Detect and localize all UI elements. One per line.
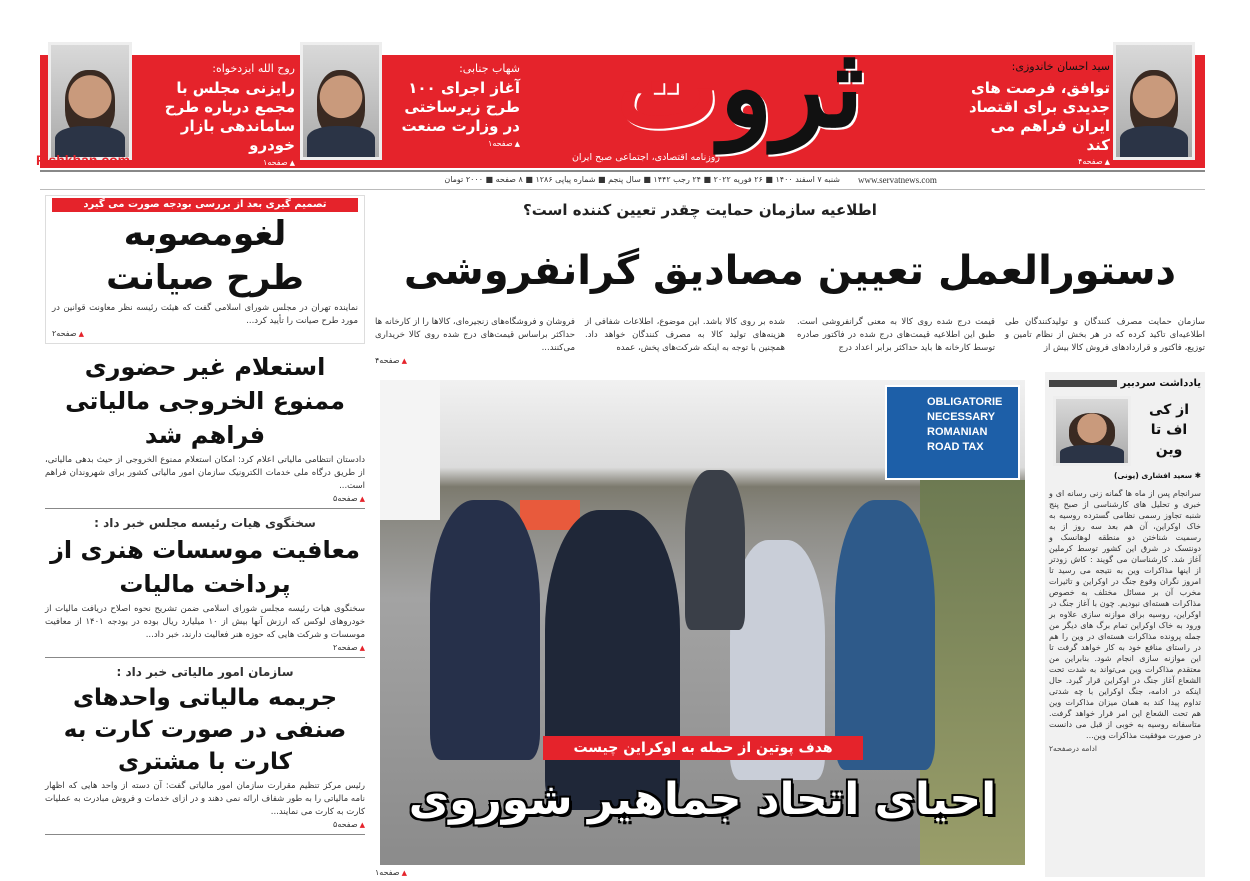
side-page-link[interactable]: ▲ صفحه۲ <box>52 328 358 340</box>
person-shape <box>835 500 935 770</box>
side-story-2 <box>45 350 365 509</box>
side-body: رئیس مرکز تنظیم مقرارت سازمان امور مالیاتی گفت: آن دسته از واحد هایی که اظهار نامه مالیاتی را به طور شفاف ارائه نمی دهند و در ازای خدمات و فروش مبادرت به عملیات کارت به کارت می نمایند... <box>45 781 365 817</box>
lead-kicker: اطلاعیه سازمان حمایت چقدر تعیین کننده است؟ <box>523 201 877 219</box>
side-kicker: تصمیم گیری بعد از بررسی بودجه صورت می گیرد <box>52 198 358 212</box>
editorial-author: ✱ سعید افشاری (یونی) <box>1113 471 1201 480</box>
side-story-4 <box>45 664 365 835</box>
lead-column: قیمت درج شده روی کالا به معنی گرانفروشی است. طبق این اطلاعیه قیمت‌های درج شده در فاکتور صادره توسط کارخانه ها باید حداکثر برابر اعداد درج <box>797 317 995 353</box>
lead-column-last <box>375 316 575 367</box>
dateline: شنبه ۷ اسفند ۱۴۰۰ ■ ۲۶ فوریه ۲۰۲۲ ■ ۲۴ رجب ۱۴۴۲ ■ سال پنجم ■ شماره پیاپی ۱۲۸۶ ■ ۸ صفحه ■ ۲۰۰۰ تومان <box>444 175 840 184</box>
lead-column: فروشان و فروشگاه‌های زنجیره‌ای، کالاها را از کارخانه ها حداکثر براساس قیمت‌های درج شده روی کالا خریداری می‌کنند... <box>375 317 575 353</box>
lead-page-link[interactable]: ▲ صفحه۴ <box>375 355 575 367</box>
road-tax-sign: OBLIGATORIE NECESSARY ROMANIAN ROAD TAX <box>885 385 1020 480</box>
truck-shape <box>380 380 440 520</box>
lead-column: سازمان حمایت مصرف کنندگان و تولیدکنندگان طی اطلاعیه‌ای تاکید کرده که در هر بخش از نظام تامین و توزیع، فاکتور و قراردادهای فروش کالا بیش از <box>1005 317 1205 353</box>
person-shape <box>545 510 680 810</box>
lead-photo[interactable] <box>380 380 1025 865</box>
side-story-1 <box>45 195 365 344</box>
teaser-headline[interactable]: توافق، فرصت های جدیدی برای اقتصاد ایران فراهم می کند <box>968 79 1110 154</box>
person-shape <box>685 470 745 630</box>
side-body: دادستان انتظامی مالیاتی اعلام کرد: امکان استعلام ممنوع الخروجی از حیث بدهی مالیاتی، از طریق درگاه ملی خدمات الکترونیک سازمان امور مالیاتی کشور برای شهروندان فراهم است... <box>45 455 365 491</box>
divider <box>40 170 1205 172</box>
editorial-title[interactable]: از کی اف تا وین <box>1148 402 1190 458</box>
teaser-photo-jenabi <box>300 42 382 160</box>
side-headline[interactable]: معافیت موسسات هنری از پرداخت مالیات <box>50 536 360 598</box>
teaser-page-link[interactable]: ▲ صفحه۱ <box>140 158 295 167</box>
photo-page-link[interactable]: ▲ صفحه۱ <box>375 867 407 879</box>
lead-column: شده بر روی کالا باشد. این موضوع، اطلاعات شفافی از هزینه‌های تولید کالا به مصرف کنندگان خواهد داد. همچنین با توجه به اینکه شرکت‌های پخش، عمده <box>585 317 785 353</box>
tagline: روزنامه اقتصادی، اجتماعی صبح ایران <box>571 152 720 163</box>
side-page-link[interactable]: ▲ صفحه۵ <box>45 819 365 831</box>
side-body: سخنگوی هیات رئیسه مجلس شورای اسلامی ضمن تشریح نحوه اصلاح دریافت مالیات از خودروهای لوکس که ارزش آنها بیش از ۱۰ میلیارد ریال بوده در بودجه ۱۴۰۱ از معافیت موسسات و شرکت هایی که حوزه هنر فعالیت دارند، خبر داد... <box>45 604 365 640</box>
side-headline[interactable]: جریمه مالیاتی واحدهای صنفی در صورت کارت به کارت با مشتری <box>63 685 347 775</box>
lead-headline[interactable]: دستورالعمل تعیین مصادیق گرانفروشی <box>403 248 1177 294</box>
side-story-3 <box>45 515 365 658</box>
teaser-photo-khandouzi <box>1113 42 1195 160</box>
teaser-headline[interactable]: آغاز اجرای ۱۰۰ طرح زیرساختی در وزارت صنعت <box>401 79 520 135</box>
photo-kicker: هدف پوتین از حمله به اوکراین چیست <box>543 736 863 760</box>
photo-headline[interactable]: احیای اتحاد جماهیر شوروی <box>408 774 997 825</box>
side-page-link[interactable]: ▲ صفحه۲ <box>45 642 365 654</box>
teaser-1[interactable] <box>140 62 295 167</box>
left-column <box>45 195 365 835</box>
side-headline[interactable]: لغومصوبه طرح صیانت <box>106 214 304 298</box>
editorial-continued-link[interactable]: ادامه درصفحه۲ <box>1049 744 1097 753</box>
side-page-link[interactable]: ▲ صفحه۵ <box>45 493 365 505</box>
person-shape <box>430 500 540 760</box>
editorial-section-header <box>1045 372 1205 390</box>
teaser-3[interactable] <box>965 60 1110 166</box>
editorial-body: سرانجام پس از ماه ها گمانه زنی رسانه ای و خبری و تحلیل های کارشناسی از صبح پنج شنبه تجاوز رسمی نظامی گسترده روسیه به خاک اوکراین، آن هم بعد سه روز از به رسمیت شناختن دو منطقه لوهانسک و دونتسک در شرق این کشور توسط کرملین آغاز شد. کارشناسان می گویند : کاش زودتر از اینها مذاکرات وین به نتیجه می رسید تا امروز نگران وقوع جنگ در اوکراین و تاثیرات مخرب آن بر مسائل مختلف به خصوص مذاکرات هسته‌ای نبودیم. چون با آغاز جنگ در اوکراین، روسیه برای موازنه سازی علاوه بر ورود به خاک اوکراین تمام برگ های دیگر من جمله پرونده مذاکرات هسته‌ای در وین را هم در راستای منافع خود به کار خواهد گرفت تا این موازنه سازی انجام شود. بنابراین من معتقدم مذاکرات وین می‌تواند به شدت تحت الشعاع آغاز جنگ در اوکراین قرار گیرد. حال اینکه در ادامه، جنگ اوکراین با چه شدتی تداوم پیدا کند به همان میزان مذاکرات وین هم تحت الشعاع این امر قرار خواهد گرفت. متاسفانه روسیه به خوبی از قبل می دانست در صورت موفقیت مذاکرات وین... <box>1049 489 1201 740</box>
teaser-2[interactable] <box>385 62 520 148</box>
teaser-byline: سید احسان خاندوزی: <box>1011 60 1110 73</box>
editorial-head <box>1045 390 1205 486</box>
side-headline[interactable]: استعلام غیر حضوری ممنوع الخروجی مالیاتی فراهم شد <box>65 353 345 449</box>
divider <box>1049 380 1117 387</box>
teaser-headline[interactable]: رایزنی مجلس با مجمع درباره طرح ساماندهی بازار خودرو <box>164 79 295 154</box>
teaser-byline: روح الله ایزدخواه: <box>212 62 295 75</box>
editorial-author-photo <box>1053 396 1131 466</box>
teaser-byline: شهاب جنابی: <box>459 62 520 75</box>
website-link[interactable]: www.servatnews.com <box>858 175 937 185</box>
teaser-page-link[interactable]: ▲ صفحه۴ <box>965 157 1110 166</box>
teaser-page-link[interactable]: ▲ صفحه۱ <box>385 139 520 148</box>
editorial-column <box>1045 372 1205 877</box>
side-kicker: سازمان امور مالیاتی خبر داد : <box>116 665 294 679</box>
divider <box>40 189 1205 190</box>
watermark-text: Fishkhan.com <box>36 152 131 168</box>
side-kicker: سخنگوی هیات رئیسه مجلس خبر داد : <box>94 516 316 530</box>
teaser-photo-izadkhah <box>48 42 132 160</box>
newspaper-logo: ثروت <box>616 23 864 152</box>
editorial-section-label: یادداشت سردبیر <box>1120 377 1201 389</box>
side-body: نماینده تهران در مجلس شورای اسلامی گفت که هیئت رئیسه نظر معاونت قوانین در مورد طرح صیانت را تأیید کرد... <box>52 303 358 326</box>
